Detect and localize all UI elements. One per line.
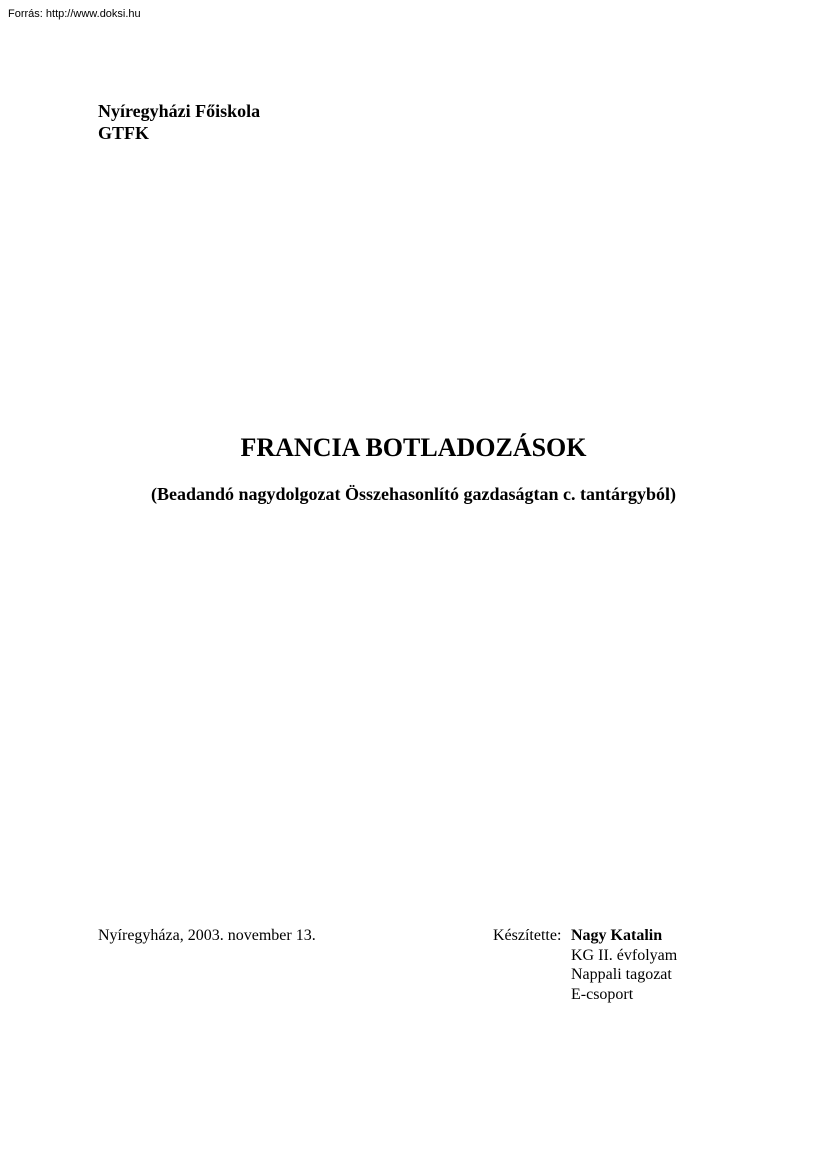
institution-name: Nyíregyházi Főiskola (98, 101, 261, 121)
author-year: KG II. évfolyam (571, 946, 678, 964)
faculty-name: GTFK (98, 123, 150, 143)
author-label: Készítette: (493, 927, 562, 944)
author-group: E-csoport (571, 985, 634, 1003)
author-block (571, 926, 677, 1004)
place-and-date: Nyíregyháza, 2003. november 13. (98, 927, 316, 944)
author-study-mode: Nappali tagozat (571, 966, 672, 983)
institution-header (98, 100, 260, 144)
source-note: Forrás: http://www.doksi.hu (8, 8, 141, 20)
document-title: FRANCIA BOTLADOZÁSOK (240, 433, 587, 462)
document-subtitle: (Beadandó nagydolgozat Összehasonlító gazdaságtan c. tantárgyból) (150, 484, 677, 504)
author-name: Nagy Katalin (571, 927, 663, 944)
